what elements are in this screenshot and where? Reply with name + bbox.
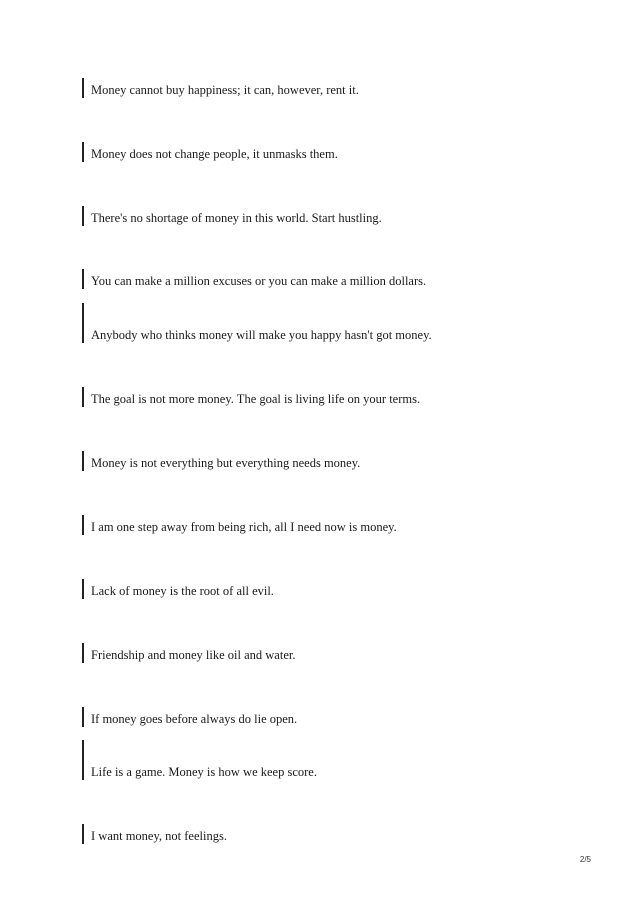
quote-item bbox=[82, 643, 582, 663]
quote-text: I am one step away from being rich, all I need now is money. bbox=[91, 520, 397, 534]
quote-bar bbox=[82, 707, 84, 727]
quote-bar bbox=[82, 269, 84, 289]
quote-item bbox=[82, 824, 582, 844]
quote-text: Money does not change people, it unmasks them. bbox=[91, 147, 338, 161]
quote-bar bbox=[82, 387, 84, 407]
quote-item bbox=[82, 707, 582, 727]
quote-bar bbox=[82, 142, 84, 162]
quote-text: Money is not everything but everything needs money. bbox=[91, 456, 361, 470]
quote-text: You can make a million excuses or you can make a million dollars. bbox=[91, 274, 427, 288]
quote-item bbox=[82, 206, 582, 226]
quote-bar bbox=[82, 643, 84, 663]
quote-text: If money goes before always do lie open. bbox=[91, 712, 298, 726]
quote-text: The goal is not more money. The goal is living life on your terms. bbox=[91, 392, 421, 406]
quote-item bbox=[82, 269, 582, 289]
quote-item bbox=[82, 579, 582, 599]
quote-text: Lack of money is the root of all evil. bbox=[91, 584, 274, 598]
quote-text: Money cannot buy happiness; it can, however, rent it. bbox=[91, 83, 359, 97]
quote-item bbox=[82, 451, 582, 471]
quote-bar bbox=[82, 451, 84, 471]
quote-bar bbox=[82, 740, 84, 780]
quote-bar bbox=[82, 579, 84, 599]
quote-item bbox=[82, 387, 582, 407]
quote-text: I want money, not feelings. bbox=[91, 829, 227, 843]
quote-bar bbox=[82, 824, 84, 844]
quote-item bbox=[82, 142, 582, 162]
quote-bar bbox=[82, 515, 84, 535]
quote-item bbox=[82, 78, 582, 98]
quote-text: There's no shortage of money in this world. Start hustling. bbox=[91, 211, 382, 225]
quote-bar bbox=[82, 303, 84, 343]
quote-bar bbox=[82, 78, 84, 98]
quote-bar bbox=[82, 206, 84, 226]
quote-text: Friendship and money like oil and water. bbox=[91, 648, 296, 662]
quote-item bbox=[82, 740, 582, 780]
quote-text: Anybody who thinks money will make you happy hasn't got money. bbox=[91, 328, 432, 342]
quote-item bbox=[82, 303, 582, 343]
quote-text: Life is a game. Money is how we keep score. bbox=[91, 765, 317, 779]
page-number: 2/5 bbox=[579, 855, 591, 864]
quote-item bbox=[82, 515, 582, 535]
